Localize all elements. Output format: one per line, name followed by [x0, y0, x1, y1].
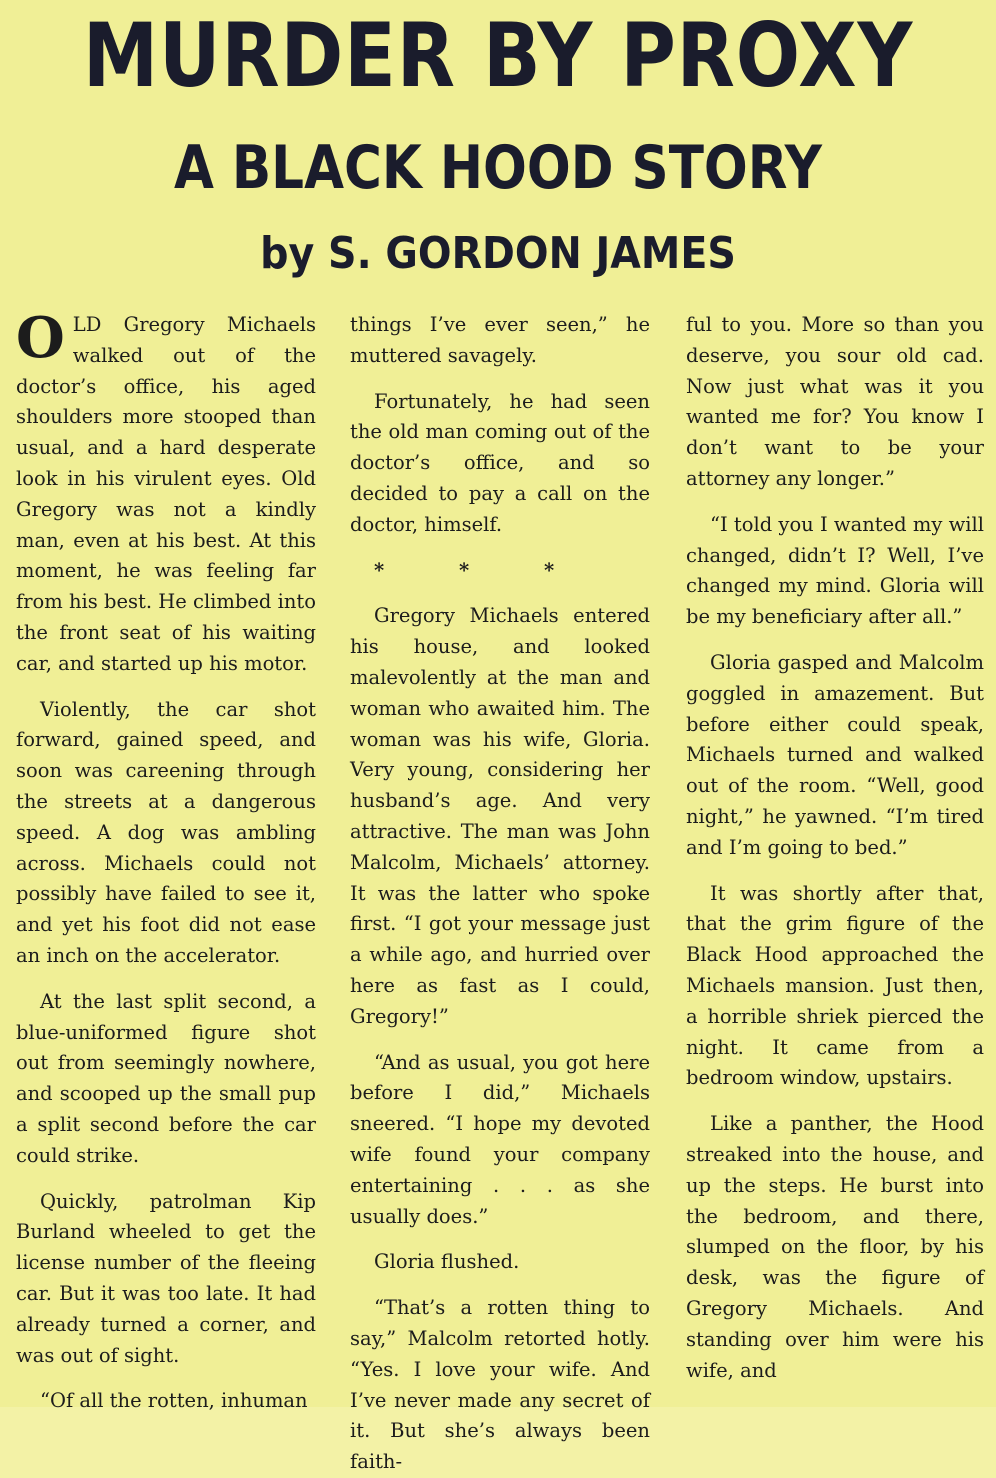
- paragraph: Gloria gasped and Malcolm goggled in amazement. But before either could speak, Michaels turned and walked out of the room. “Well, good night,” he yawned. “I’m tired and I’m going to bed.”: [686, 650, 984, 859]
- paragraph: ful to you. More so than you deserve, you sour old cad. Now just what was it you wanted me for? You know I don’t want to be your attorney any longer.”: [686, 313, 984, 490]
- paragraph: “And as usual, you got here before I did,” Michaels sneered. “I hope my devoted wife found your company entertaining . . . as she usually does.”: [350, 1050, 650, 1228]
- paragraph: “That’s a rotten thing to say,” Malcolm retorted hotly. “Yes. I love your wife. And I’ve never made any secret of it. But she’s always been faith-: [350, 1296, 650, 1474]
- paragraph: It was shortly after that, that the grim figure of the Black Hood approached the Michaels mansion. Just then, a horrible shriek pierced the night. It came from a bedroom window, upstairs.: [686, 881, 984, 1090]
- text-column-1: [16, 305, 316, 1413]
- text-column-3: [686, 310, 984, 1400]
- story-byline: by S. GORDON JAMES: [260, 228, 736, 279]
- paragraph: Gloria flushed.: [374, 1250, 520, 1274]
- paragraph: Fortunately, he had seen the old man coming out of the doctor’s office, and so decided to pay a call on the doctor, himself.: [350, 389, 650, 536]
- paragraph: things I’ve ever seen,” he muttered savagely.: [350, 313, 650, 367]
- paragraph: Quickly, patrolman Kip Burland wheeled to get the license number of the fleeing car. But it was too late. It had already turned a corner, and was out of sight.: [16, 1189, 316, 1367]
- paragraph: Violently, the car shot forward, gained speed, and soon was careening through the streets at a dangerous speed. A dog was ambling across. Michaels could not possibly have failed to see it, and yet his foot did not ease an inch on the accelerator.: [16, 697, 316, 967]
- paragraph: [16, 305, 316, 680]
- paragraph: Like a panther, the Hood streaked into the house, and up the steps. He burst into the bedroom, and there, slumped on the floor, by his desk, was the figure of Gregory Michaels. And standing over him were his wife, and: [686, 1112, 984, 1382]
- drop-cap: O: [16, 305, 65, 371]
- paragraph: “I told you I wanted my will changed, didn’t I? Well, I’ve changed my mind. Gloria will be my beneficiary after all.”: [686, 512, 984, 629]
- paragraph-text: LD Gregory Michaels walked out of the doctor’s office, his aged shoulders more stooped than usual, and a hard desperate look in his virulent eyes. Old Gregory was not a kindly man, even at his best. At this moment, he was feeling far from his best. He climbed into the front seat of his waiting car, and started up his motor.: [16, 313, 316, 675]
- section-break: * * *: [374, 558, 589, 582]
- paragraph: “Of all the rotten, inhuman: [40, 1389, 308, 1413]
- story-title: MURDER BY PROXY: [82, 4, 914, 107]
- story-subtitle: A BLACK HOOD STORY: [173, 133, 823, 203]
- text-column-2: [350, 310, 650, 1474]
- paragraph: Gregory Michaels entered his house, and looked malevolently at the man and woman who awaited him. The woman was his wife, Gloria. Very young, considering her husband’s age. And very attractive. The man was John Malcolm, Michaels’ attorney. It was the latter who spoke first. “I got your message just a while ago, and hurried over here as fast as I could, Gregory!”: [350, 604, 650, 1028]
- paragraph: At the last split second, a blue-uniformed figure shot out from seemingly nowhere, and scooped up the small pup a split second before the car could strike.: [16, 989, 316, 1167]
